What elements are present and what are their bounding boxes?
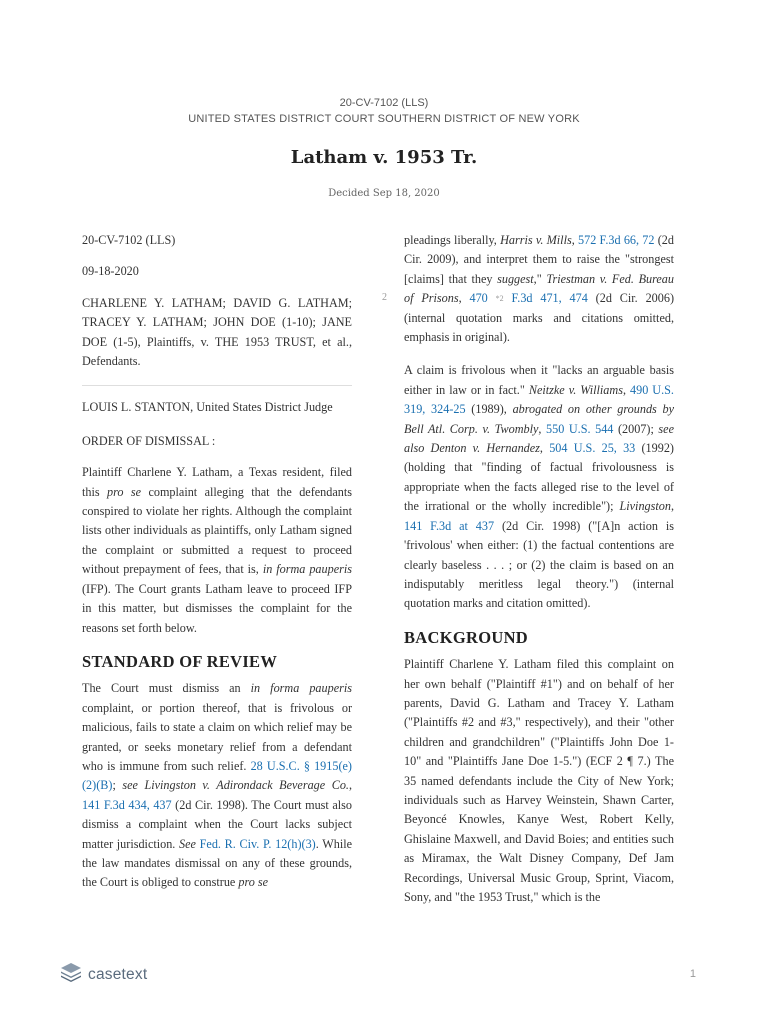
citation-link[interactable]: 550 U.S. 544: [546, 421, 614, 436]
page-marker: 2: [382, 292, 387, 303]
standard-paragraph: The Court must dismiss an in forma pauperis complaint, or portion thereof, that is frivolous or malicious, fails to state a claim on which relief may be granted, or seeks monetary relief from a defendant who is immune from such relief. 28 U.S.C. § 1915(e)(2)(B); see Livingston v. Adirondack Beverage Co., 141 F.3d 434, 437 (2d Cir. 1998). The Court must also dismiss a complaint when the Court lacks subject matter jurisdiction. See Fed. R. Civ. P. 12(h)(3). While the law mandates dismissal on any of these grounds, the Court is obliged to construe pro se: [82, 681, 353, 890]
continuation-paragraph: pleadings liberally, Harris v. Mills, 572 F.3d 66, 72 (2d Cir. 2009), and interpret them to raise the "strongest [claims] that they suggest," Triestman v. Fed. Bureau of Prisons, 470 *2 F.3d 471, 474 (2d Cir. 2006) (internal quotation marks and citations omitted, emphasis in original).: [404, 233, 675, 345]
docket-number: 20-CV-7102 (LLS): [82, 233, 176, 247]
frivolous-paragraph: A claim is frivolous when it "lacks an arguable basis either in law or in fact." Neitzke v. Williams, 490 U.S. 319, 324-25 (1989), abrogated on other grounds by Bell Atl. Corp. v. Twombly, 550 U.S. 544 (2007); see also Denton v. Hernandez, 504 U.S. 25, 33 (1992) (holding that "finding of factual frivolousness is appropriate when the facts alleged rise to the level of the irrational or the wholly incredible"); Livingston, 141 F.3d at 437 (2d Cir. 1998) ("[A]n action is 'frivolous' when either: (1) the factual contentions are clearly baseless . . . ; or (2) the claim is based on an indisputably meritless legal theory.") (internal quotation marks and citation omitted).: [404, 363, 674, 611]
citation-link[interactable]: 470: [469, 291, 488, 306]
background-heading: BACKGROUND: [404, 627, 529, 647]
court-name: UNITED STATES DISTRICT COURT SOUTHERN DISTRICT OF NEW YORK: [188, 113, 580, 125]
casetext-logo[interactable]: [60, 962, 147, 987]
citation-link[interactable]: F.3d 471, 474: [511, 291, 588, 306]
page-number: 1: [689, 968, 696, 980]
case-title: Latham v. 1953 Tr.: [290, 147, 478, 168]
right-column: [404, 231, 674, 921]
citation-link[interactable]: 490 U.S. 319, 324-25: [404, 382, 674, 417]
citation-link[interactable]: 141 F.3d at 437: [404, 518, 495, 533]
citation-link[interactable]: 572 F.3d 66, 72: [578, 233, 655, 247]
star-page-marker: *2: [495, 294, 504, 304]
parties: CHARLENE Y. LATHAM; DAVID G. LATHAM; TRACEY Y. LATHAM; JOHN DOE (1-10); JANE DOE (1-5), Plaintiffs, v. THE 1953 TRUST, et al., Defendants.: [82, 295, 352, 369]
casetext-wordmark: casetext: [88, 965, 148, 983]
judge: LOUIS L. STANTON, United States District Judge: [82, 400, 333, 415]
citation-link[interactable]: Fed. R. Civ. P. 12(h)(3): [199, 836, 316, 851]
decided-date: Decided Sep 18, 2020: [328, 188, 440, 199]
citation-link[interactable]: 504 U.S. 25, 33: [549, 441, 636, 456]
standard-of-review-heading: STANDARD OF REVIEW: [82, 651, 278, 671]
order-heading: ORDER OF DISMISSAL :: [82, 433, 216, 448]
case-number-header: 20-CV-7102 (LLS): [339, 97, 429, 109]
background-paragraph: Plaintiff Charlene Y. Latham filed this complaint on her own behalf ("Plaintiff #1") and on behalf of her parents, David G. Latham and Tracey Y. Latham ("Plaintiffs #2 and #3," respectively), and their "other children and grandchildren" ("Plaintiffs John Doe 1-10" and "Plaintiffs Jane Doe 1-5.") (ECF 2 ¶ 7.) The 35 named defendants include the City of New York; individuals such as Harvey Weinstein, Shawn Carter, Beyoncé Knowles, Kanye West, Robert Kelly, Ghislaine Maxwell, and David Boies; and entities such as Miramax, the Walt Disney Company, Def Jam Recordings, Universal Music Group, Sprint, Viacom, Sony, and "the 1953 Trust," which is the: [404, 657, 674, 904]
citation-link[interactable]: 141 F.3d 434, 437: [82, 797, 172, 812]
opinion-date: 09-18-2020: [82, 264, 139, 279]
left-column: [82, 231, 352, 907]
intro-paragraph: Plaintiff Charlene Y. Latham, a Texas resident, filed this pro se complaint alleging that the defendants conspired to violate her rights. Although the complaint lists other individuals as plaintiffs, only Latham signed the complaint or submitted a request to proceed without prepayment of fees, that is, in forma pauperis (IFP). The Court grants Latham leave to proceed IFP in this matter, but dismisses the complaint for the reasons set forth below.: [82, 465, 352, 635]
divider: [82, 385, 352, 386]
casetext-layers-icon: [60, 962, 82, 987]
citation-link[interactable]: 28 U.S.C. § 1915(e)(2)(B): [82, 758, 352, 793]
